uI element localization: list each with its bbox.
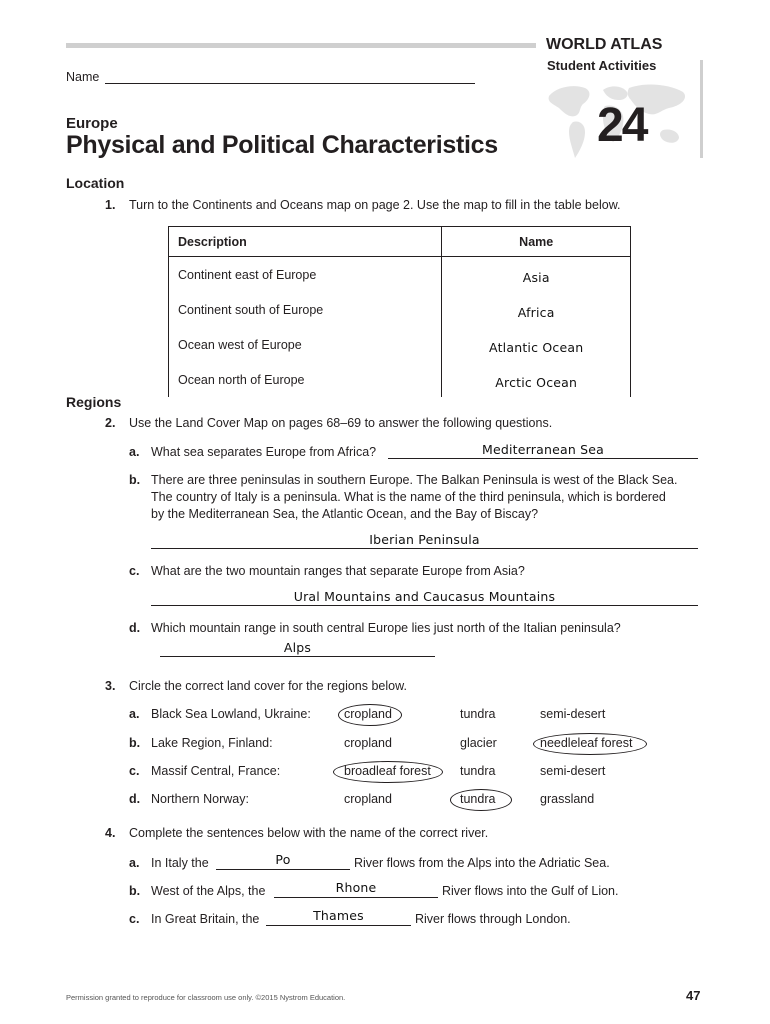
q3c-option-1[interactable]: broadleaf forest [344,764,431,778]
q3b-option-1[interactable]: cropland [344,736,392,750]
q3d-option-2[interactable]: tundra [460,792,496,806]
q3d-region: Northern Norway: [151,792,249,806]
header-side-rule [700,60,703,158]
q2b-text-2: The country of Italy is a peninsula. What is the name of the third peninsula, which is bordered [151,490,666,504]
q2c-label: c. [129,564,140,578]
q2b-text-1: There are three peninsulas in southern Europe. The Balkan Peninsula is west of the Black Sea. [151,473,678,487]
q3d-option-3[interactable]: grassland [540,792,595,806]
answer-circle [450,789,512,811]
q2c-answer[interactable]: Ural Mountains and Caucasus Mountains [293,589,556,604]
q4a-post: River flows from the Alps into the Adriatic Sea. [354,856,610,870]
activity-number: 24 [597,99,647,152]
q3a-region: Black Sea Lowland, Ukraine: [151,707,311,721]
q2a-answer-line [388,458,698,459]
q2-number: 2. [105,416,116,430]
q2a-answer[interactable]: Mediterranean Sea [481,442,605,457]
header-rule [66,43,536,48]
q3-text: Circle the correct land cover for the regions below. [129,679,407,693]
location-table [168,226,631,397]
q3b-region: Lake Region, Finland: [151,736,273,750]
q2b-answer[interactable]: Iberian Peninsula [369,532,480,547]
q4c-answer-line [266,925,411,926]
q2c-answer-line [151,605,698,606]
q2d-answer-line [160,656,435,657]
answer-circle [333,761,443,783]
row-description: Continent south of Europe [169,292,442,327]
name-label: Name [66,70,100,84]
q3a-option-2[interactable]: tundra [460,707,496,721]
q4-number: 4. [105,826,116,840]
q4b-label: b. [129,884,141,898]
q2a-label: a. [129,445,140,459]
q2b-answer-line [151,548,698,549]
q4-text: Complete the sentences below with the name of the correct river. [129,826,489,840]
q4c-pre: In Great Britain, the [151,912,260,926]
atlas-title: WORLD ATLAS [546,36,663,53]
q4c-answer[interactable]: Thames [313,908,364,923]
table-row [169,362,631,397]
q3c-option-3[interactable]: semi-desert [540,764,606,778]
table-header-name: Name [442,227,631,257]
q4b-post: River flows into the Gulf of Lion. [442,884,619,898]
table-row [169,292,631,327]
q4c-label: c. [129,912,140,926]
q4a-label: a. [129,856,140,870]
answer-circle [338,704,402,726]
location-heading: Location [66,175,125,191]
q4c-post: River flows through London. [415,912,571,926]
q4a-answer-line [216,869,350,870]
q3d-option-1[interactable]: cropland [344,792,392,806]
table-row [169,327,631,362]
row-answer[interactable]: Arctic Ocean [442,362,631,397]
permission-notice: Permission granted to reproduce for classroom use only. ©2015 Nystrom Education. [66,993,346,1002]
q4a-pre: In Italy the [151,856,209,870]
q3b-option-3[interactable]: needleleaf forest [540,736,633,750]
q3c-option-2[interactable]: tundra [460,764,496,778]
q3a-option-1[interactable]: cropland [344,707,392,721]
q2-text: Use the Land Cover Map on pages 68–69 to answer the following questions. [129,416,553,430]
row-description: Continent east of Europe [169,257,442,293]
q3c-region: Massif Central, France: [151,764,281,778]
table-row [169,257,631,293]
q3d-label: d. [129,792,141,806]
q2d-label: d. [129,621,141,635]
q3-number: 3. [105,679,116,693]
answer-circle [533,733,647,755]
q4b-answer-line [274,897,438,898]
row-answer[interactable]: Asia [442,257,631,293]
row-description: Ocean north of Europe [169,362,442,397]
q4b-answer[interactable]: Rhone [335,880,377,895]
page-folio: 47 [686,988,701,1003]
q1-text: Turn to the Continents and Oceans map on page 2. Use the map to fill in the table below. [129,198,621,212]
q2a-text: What sea separates Europe from Africa? [151,445,377,459]
row-answer[interactable]: Atlantic Ocean [442,327,631,362]
q3a-option-3[interactable]: semi-desert [540,707,606,721]
q3c-label: c. [129,764,140,778]
q3b-label: b. [129,736,141,750]
q2b-text-3: by the Mediterranean Sea, the Atlantic Ocean, and the Bay of Biscay? [151,507,539,521]
q3b-option-2[interactable]: glacier [460,736,497,750]
q3a-label: a. [129,707,140,721]
q2c-text: What are the two mountain ranges that separate Europe from Asia? [151,564,525,578]
name-field[interactable] [105,83,475,84]
region-heading: Europe [66,115,118,132]
row-description: Ocean west of Europe [169,327,442,362]
table-header-description: Description [169,227,442,257]
q1-number: 1. [105,198,116,212]
q4a-answer[interactable]: Po [275,852,291,867]
regions-heading: Regions [66,394,122,410]
row-answer[interactable]: Africa [442,292,631,327]
q2d-answer[interactable]: Alps [283,640,312,655]
page-title: Physical and Political Characteristics [66,131,498,159]
q4b-pre: West of the Alps, the [151,884,266,898]
atlas-subtitle: Student Activities [547,58,657,73]
q2b-label: b. [129,473,141,487]
q2d-text: Which mountain range in south central Europe lies just north of the Italian peninsula? [151,621,621,635]
